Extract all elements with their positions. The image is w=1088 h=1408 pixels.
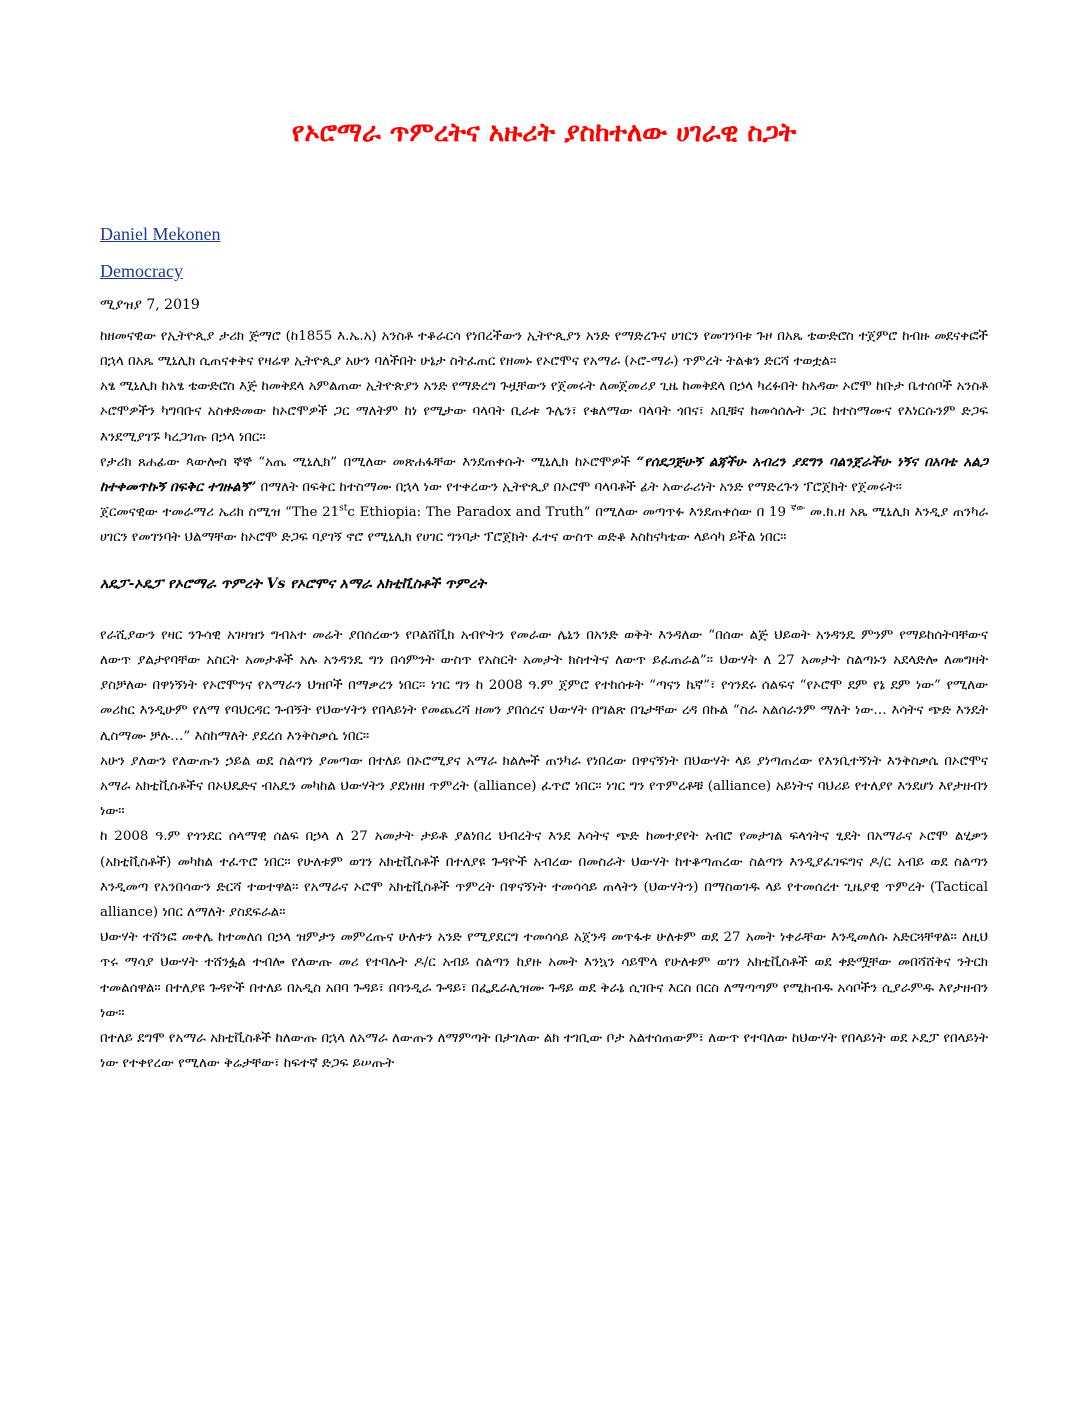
article-title: የኦሮማራ ጥምረትና አዙሪት ያስከተለው ሀገራዊ ስጋት [291,118,797,148]
paragraph-3-text-a: የታሪክ ጸሐፊው ጳውሎስ ኞኞ “አጤ ሚኒሊክ” በሚለው መጽሐፋቸው እንደጠቀሱት ሚኒሊክ ከኦሮሞዎች [100,454,637,470]
paragraph-6: አሁን ያለውን የለውጡን ኃይል ወደ ስልጣን ያመጣው በተለይ በኦሮሚያና አማራ ክልሎች ጠንካራ የነበረው በዋናኝነት በህውሃት ላይ ያነጣጠረው የእንቢተኝነት እንቅስቃሴ በኦሮሞና አማራ አክቲቪስቶችና በኦህዴድና ብአዴን መካከል ህውሃትን ያደነዘዘ ጥምረት (alliance) ፈጥሮ ነበር፡፡ ነገር ግን የጥምረቶቹ (alliance) አይነትና ባህሪይ የተለያየ እንደሆነ እየታዘብን ነው፡፡ [100,753,988,820]
paragraph-4-text-c: መ.ክ.ዘ አጼ ሚኒሊክ እንዲያ ጠንካራ ሀገርን የመገንባት ህልማቸው ከኦሮሞ ድጋፍ ባያገኝ ኖሮ የሚኒሊክ የሀገር ግንባታ ፕሮጀክት ፈተና ውስጥ ወድቆ እስከናካቴው ላይሳካ ይችል ነበር፡፡ [100,505,988,546]
paragraph-3 [100,450,988,500]
section-heading: አዴፓ-ኦዴፓ የኦሮማራ ጥምረት Vs የኦሮሞና አማራ አክቲቪስቶች ጥምረት [100,575,486,592]
ordinal-suffix-1: st [339,503,348,514]
paragraph-7: ከ 2008 ዓ.ም የጎንደር ሰላማዊ ሰልፍ በኃላ ለ 27 አመታት ታይቶ ያልነበረ ህብረትና እንደ እሳትና ጭድ ከመተያየት አብሮ የመታገል ፍላጎትና ፂደት በአማራና ኦሮሞ ልሂቃን (አክቲቪስቶች) መካከል ተፈጥሮ ነበር፡፡ የሁለቱም ወገን አክቲቪስቶች በተለያዩ ጉዳዮች አብረው በመስራት ህውሃት ከተቆጣጠረው ስልጣን እንዲያፈገፍግና ዶ/ር አብይ ወደ ስልጣን እንዲመጣ የአንበሳውን ድርሻ ተወተዋል፡፡ የአማራና ኦሮሞ አክቲቪስቶች ጥምረት በዋናኝነት ተመሳሳይ ጠላትን (ህውሃትን) በማስወገዱ ላይ የተመሰረተ ጊዜያዊ ጥምረት (Tactical alliance) ነበር ለማለት ያስደፍራል፡፡ [100,829,988,921]
paragraph-4-text-b: c Ethiopia: The Paradox and Truth” በሚለው መጣጥፉ እንደጠቀሰው በ 19 [347,505,791,521]
paragraph-8: ህውሃት ተሸንፎ መቀሌ ከተመለሰ በኃላ ዝምታን መምረጡና ሁለቱን አንድ የሚያደርግ ተመሳሳይ አጀንዳ መጥፋቱ ሁለቱም ወደ 27 አመት ነቀራቸው እንዲመለሱ አድርጓቸዋል፡፡ ለዚህ ጥሩ ማሳያ ህውሃት ተሸንፏል ተብሎ የለውጡ መሪ የተባሉት ዶ/ር አብይ ስልጣን ከያዙ አመት እንኳን ሳይሞላ የሁለቱም ወገን አክቲቪስቶች ወደ ቀድሟቸው መበሻሸቅና ንትርክ ተመልሰዋል፡፡ በተለያዩ ጉዳዮች በተለይ በአዲስ አበባ ጉዳይ፣ በባንዲራ ጉዳይ፣ በፌዴራሊዝሙ ጉዳይ ወደ ቅራኔ ሲገቡና እርስ በርስ ለማጣጣም የሚከብዱ አሳቦችን ሲያራምዱ እየታዘብን ነው፡፡ [100,930,988,1021]
category-link[interactable]: Democracy [100,260,183,281]
paragraph-3-text-b: በማለት በፍቅር ከተስማሙ በኋላ ነው የተቀረውን ኢትዮጲያ በኦሮሞ ባላባቶች ፊት አውራሪነት አንድ የማድረጉን ፕሮጀክት የጀመሩት፡፡ [256,480,902,495]
paragraph-4 [100,500,988,550]
ordinal-suffix-2: ኛው [790,503,806,514]
paragraph-1: ከዘመናዊው የኢትዮጲያ ታሪክ ጅማሮ (ከ1855 እ.ኤ.አ) አንስቶ ተቆራርሳ የነበረችውን ኢትዮጲያን አንድ የማድረጉና ሀገርን የመገንባቱ ጉዞ በአጼ ቴውድሮስ ተጀምሮ ከብዙ መደናቀፎች በኋላ በአጼ ሚኒሊክ ሲጠናቀቅና የዛሬዋ ኢትዮጲያ አሁን ባለችበት ሁኔታ ስትፈጠር የዘመኑ የኦሮሞና የአማራ (ኦሮ-ማራ) ጥምረት ትልቁን ድርሻ ተወቷል፡፡ [100,328,988,369]
menelik-quote: “የሰደጋጅሁኝ ልጃችሁ አብረን ያደግን ባልንጀራችሁ ነኝና በአባቴ አልጋ ከተቀመጥኩኝ በፍቅር ተገዙልኝ” [100,453,989,495]
paragraph-5: የራሺያውን የዛር ንጉሳዊ አገዛዝን ግብአተ መሬት ያበሰረውን የቦልሸቪክ አብዮትን የመራው ሌኒን በአንድ ወቅት እንዳለው “በሰው ልጅ ህይወት አንዳንዴ ምንም የማይከሰትባቸውና ለውጥ ያልታየባቸው አስርት አመታቶች አሉ አንዳንዴ ግን በሳምንት ውስጥ የአስርት አመታት ክስተትና ለውጥ ይፈጠራል”፡፡ ህውሃት ለ 27 አመታት ስልጣኑን አደላድሎ ለመግዛት ያስቻለው በዋነኝነት የኦሮሞንና የአማራን ህዝቦች በማቃረን ነበር፡፡ ነገር ግን ከ 2008 ዓ.ም ጀምሮ የተከሰቱት “ጣናን ኬኛ”፣ የጎንደሩ ሰልፍና “የኦሮሞ ደም የኔ ደም ነው” የሚለው መሪከር እንዲሁም የለማ የባህርዳር ጉብኝት የህውሃትን የበላይነት የመጨረሻ ዘመን ያበሰረና ህውሃት በግልጽ በጌታቸው ረዳ በኩል “ስራ አልሰራንም ማለት ነው… እሳትና ጭድ እንዴት ሊስማሙ ቻሉ…” እስከማለት ያደረሰ እንቅስቃሴ ነበር፡፡ [100,627,988,744]
paragraph-2: አፄ ሚኒሊክ ከአፄ ቴውድሮስ እጅ ከመቅደላ አምልጠው ኢትዮጵያን አንድ የማድረግ ጉዟቸውን የጀመሩት ለመጀመሪያ ጊዜ ከመቅደላ በኃላ ካረፉበት ከአዳው ኦሮሞ ከቡታ ቤተሰቦች አንስቶ ኦሮሞዎችን ካግባቡና አስቀድመው ከኦሮሞዎች ጋር ማለትም ከነ የሚታው ባላባት ቢራቱ ጉሌን፣ የቁለማው ባላባት ጎበና፣ አቢቹና ከመሳሰሉት ጋር ከተስማሙና የእነርሱንም ድጋፍ እንደሚያገኙ ካረጋገጡ በኃላ ነበር፡፡ [100,379,988,445]
publish-date: ሚያዝያ 7, 2019 [100,297,200,314]
author-link[interactable]: Daniel Mekonen [100,224,221,245]
paragraph-9: በተለይ ደግሞ የአማራ አክቲቪስቶች ከለውጡ በኋላ ለአማራ ለውጡን ለማምጣት በታገለው ልክ ተገቢው ቦታ አልተሰጠውም፣ ለውጥ የተባለው ከህውሃት የበላይነት ወደ ኦዴፓ የበላይነት ነው የተቀየረው የሚለው ቅሬታቸው፣ ከፍተኛ ድጋፍ ይሠጡት [100,1031,988,1072]
paragraph-4-text-a: ጀርመናዊው ተመራማሪ ኤሪክ ስሚዝ “The 21 [100,505,340,521]
